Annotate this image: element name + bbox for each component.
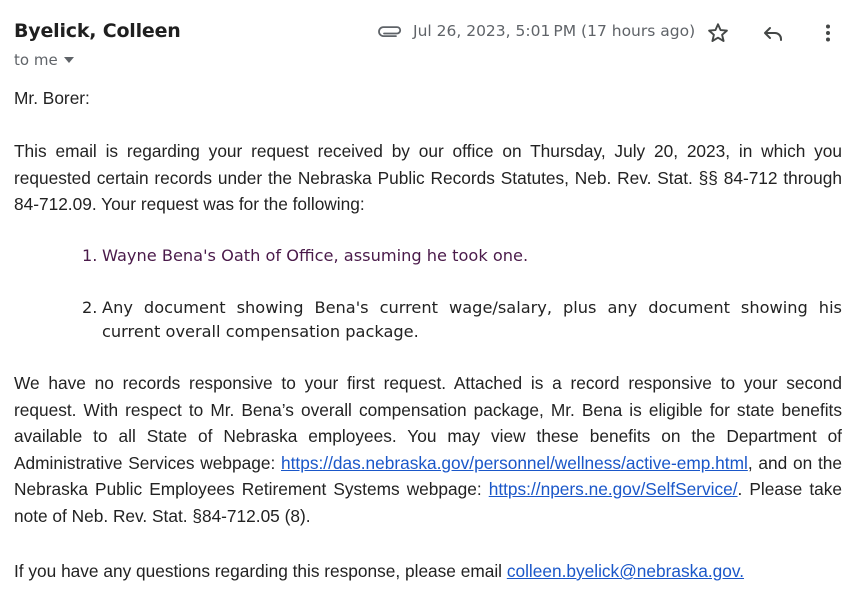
list-item-text: Wayne Bena's Oath of Office, assuming he took one.	[102, 246, 529, 265]
message-header	[0, 0, 858, 80]
reply-icon	[761, 21, 785, 45]
greeting-line: Mr. Borer:	[14, 88, 90, 108]
email-link[interactable]: colleen.byelick@nebraska.gov.	[506, 561, 745, 581]
sender-name[interactable]: Byelick, Colleen	[14, 20, 181, 42]
contact-paragraph	[14, 558, 842, 585]
reply-button[interactable]	[758, 18, 788, 48]
response-text-2: , and on the Nebraska Public Employees Retirement Systems webpage:	[14, 452, 842, 499]
paperclip-icon	[378, 22, 404, 38]
response-text-1: We have no records responsive to your first request. Attached is a record responsive to your second request. With respect to Mr. Bena’s overall compensation package, Mr. Bena is eligible for state benefits available to all State of Nebraska employees. You may view these benefits on the Department of Administrative Services webpage:	[14, 373, 842, 473]
list-item-text: Any document showing Bena's current wage/salary, plus any document showing his current overall compensation package.	[102, 297, 842, 341]
das-benefits-link[interactable]: https://das.nebraska.gov/personnel/wellness/active-emp.html	[281, 452, 748, 473]
more-options-button[interactable]	[813, 18, 843, 48]
more-vert-icon	[816, 21, 840, 45]
request-intro-paragraph: This email is regarding your request received by our office on Thursday, July 20, 2023, in which you requested certain records under the Nebraska Public Records Statutes, Neb. Rev. Stat. §§ 84-712 through 84-712.09. Your request was for the following:	[14, 141, 842, 214]
npers-link[interactable]: https://npers.ne.gov/SelfService/	[488, 479, 738, 499]
recipient-details-toggle[interactable]	[14, 51, 74, 69]
request-list	[82, 244, 842, 345]
contact-text: If you have any questions regarding this response, please email	[14, 561, 507, 581]
message-timestamp: Jul 26, 2023, 5:01 PM (17 hours ago)	[413, 22, 696, 40]
list-item-number: 1.	[82, 246, 98, 265]
response-text-3: . Please take note of Neb. Rev. Stat. §84-712.05 (8).	[14, 479, 842, 526]
star-icon	[706, 21, 730, 45]
star-button[interactable]	[703, 18, 733, 48]
list-item-number: 2.	[82, 297, 98, 317]
list-item	[82, 296, 842, 345]
response-paragraph	[14, 370, 842, 529]
chevron-down-icon[interactable]	[64, 57, 74, 63]
recipient-label: to me	[14, 51, 58, 69]
list-item	[82, 244, 842, 269]
